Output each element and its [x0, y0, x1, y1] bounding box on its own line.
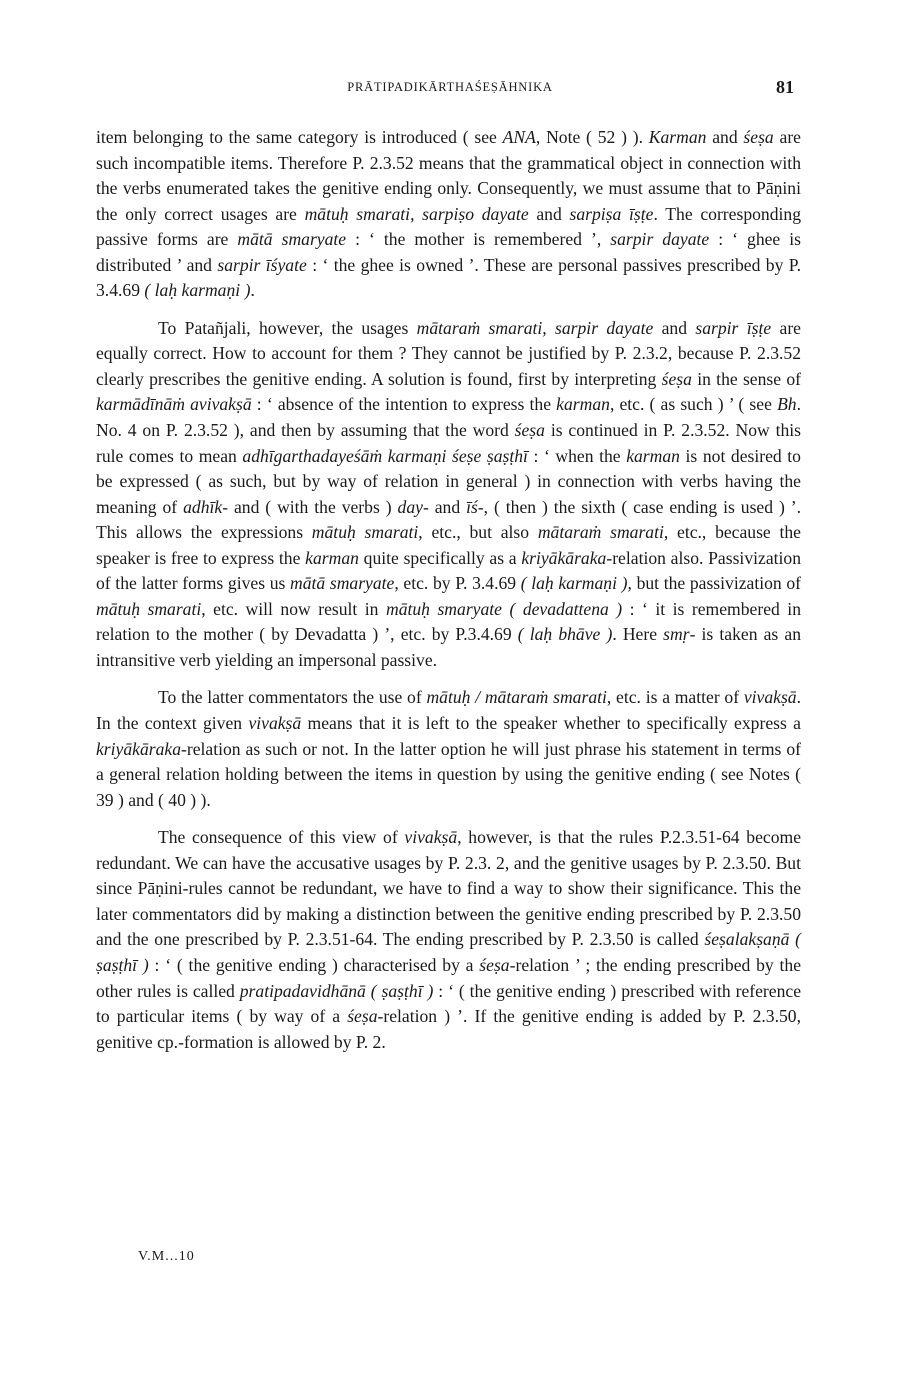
- paragraph-1: item belonging to the same category is introduced ( see ANA, Note ( 52 ) ). Karman and śeṣa are such incompatible items. Therefore P. 2.3.52 means that the grammatical object in connection with the verbs enumerated takes the genitive ending only. Consequently, we must assume that to Pāṇini the only correct usages are mātuḥ smarati, sarpiṣo dayate and sarpiṣa īṣṭe. The corresponding passive forms are mātā smaryate : ‘ the mother is remembered ’, sarpir dayate : ‘ ghee is distributed ’ and sarpir īśyate : ‘ the ghee is owned ’. These are personal passives prescribed by P. 3.4.69 ( laḥ karmaṇi ).: [96, 127, 802, 301]
- running-title: PRĀTIPADIKĀRTHAŚEṢĀHNIKA: [347, 80, 553, 94]
- paragraph-4: The consequence of this view of vivakṣā, however, is that the rules P.2.3.51-64 become redundant. We can have the accusative usages by P. 2.3. 2, and the genitive usages by P. 2.3.50. But since Pāṇini-rules cannot be redundant, we have to find a way to show their significance. This the later commentators did by making a distinction between the genitive ending prescribed by P. 2.3.50 and the one prescribed by P. 2.3.51-64. The ending prescribed by P. 2.3.50 is called śeṣalakṣaṇā ( ṣaṣṭhī ) : ‘ ( the genitive ending ) characterised by a śeṣa-relation ’ ; the ending prescribed by the other rules is called pratipadavidhānā ( ṣaṣṭhī ) : ‘ ( the genitive ending ) prescribed with reference to particular items ( by way of a śeṣa-relation ) ’. If the genitive ending is added by P. 2.3.50, genitive cp.-formation is allowed by P. 2.: [96, 827, 802, 1052]
- signature-mark: V.M...10: [138, 1249, 195, 1264]
- paragraph-2: To Patañjali, however, the usages mātaraṁ smarati, sarpir dayate and sarpir īṣṭe are equally correct. How to account for them ? They cannot be justified by P. 2.3.2, because P. 2.3.52 clearly prescribes the genitive ending. A solution is found, first by interpreting śeṣa in the sense of karmādīnāṁ avivakṣā : ‘ absence of the intention to express the karman, etc. ( as such ) ’ ( see Bh. No. 4 on P. 2.3.52 ), and then by assuming that the word śeṣa is continued in P. 2.3.52. Now this rule comes to mean adhīgarthadayeśāṁ karmaṇi śeṣe ṣaṣṭhī : ‘ when the karman is not desired to be expressed ( as such, but by way of relation in general ) in connection with verbs having the meaning of adhīk- and ( with the verbs ) day- and īś-, ( then ) the sixth ( case ending is used ) ’. This allows the expressions mātuḥ smarati, etc., but also mātaraṁ smarati, etc., because the speaker is free to express the karman quite specifically as a kriyākāraka-relation also. Passivization of the latter forms gives us mātā smaryate, etc. by P. 3.4.69 ( laḥ karmaṇi ), but the passivization of mātuḥ smarati, etc. will now result in mātuḥ smaryate ( devadattena ) : ‘ it is remembered in relation to the mother ( by Devadatta ) ’, etc. by P.3.4.69 ( laḥ bhāve ). Here smṛ- is taken as an intransitive verb yielding an impersonal passive.: [96, 317, 802, 670]
- page-number: 81: [776, 77, 794, 97]
- body-text: [96, 125, 801, 1055]
- running-head: [0, 78, 912, 100]
- paragraph-3: To the latter commentators the use of mātuḥ / mātaraṁ smarati, etc. is a matter of vivakṣā. In the context given vivakṣā means that it is left to the speaker whether to specifically express a kriyākāraka-relation as such or not. In the latter option he will just phrase his statement in terms of a general relation holding between the items in question by using the genitive ending ( see Notes ( 39 ) and ( 40 ) ).: [96, 687, 802, 810]
